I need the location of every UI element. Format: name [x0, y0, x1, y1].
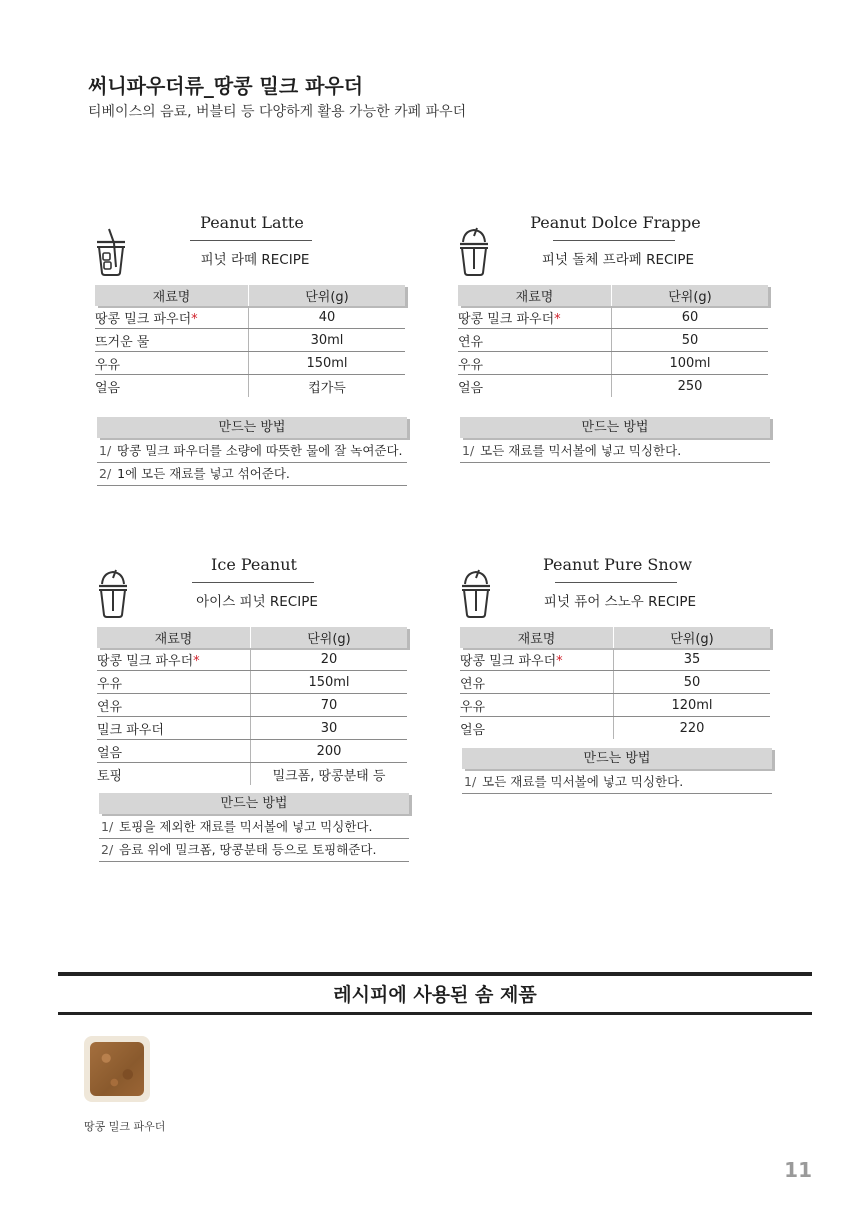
ingredient-amount: 150ml — [251, 671, 408, 694]
table-row — [97, 717, 407, 740]
ingredient-name: 연유 — [458, 329, 612, 352]
page-title: 써니파우더류_땅콩 밀크 파우더 — [88, 74, 364, 98]
table-row — [458, 352, 768, 375]
method-step: 2/ 1에 모든 재료를 넣고 섞어준다. — [97, 463, 407, 486]
ingredient-amount: 220 — [614, 717, 771, 740]
method-step: 1/ 모든 재료를 믹서볼에 넣고 믹싱한다. — [460, 440, 770, 463]
ingredient-amount: 35 — [614, 648, 771, 671]
table-row — [458, 306, 768, 329]
table-header-row — [458, 285, 768, 306]
ingredient-name: 뜨거운 물 — [95, 329, 249, 352]
method-step: 1/ 모든 재료를 믹서볼에 넣고 믹싱한다. — [462, 771, 772, 794]
table-row — [95, 306, 405, 329]
ingredient-table — [458, 285, 768, 397]
table-row — [460, 694, 770, 717]
table-row — [97, 671, 407, 694]
table-row — [458, 375, 768, 398]
required-star: * — [191, 311, 198, 327]
column-header-name: 재료명 — [458, 285, 612, 306]
column-header-unit: 단위(g) — [614, 627, 771, 648]
title-divider — [190, 240, 312, 241]
ingredient-name: 토핑 — [97, 768, 123, 784]
table-row — [95, 375, 405, 398]
table-row — [97, 763, 407, 786]
table-header-row — [95, 285, 405, 306]
ingredient-table — [460, 627, 770, 739]
table-row — [460, 717, 770, 740]
column-header-unit: 단위(g) — [251, 627, 408, 648]
table-row — [458, 329, 768, 352]
ingredient-amount: 70 — [251, 694, 408, 717]
ingredient-name: 얼음 — [95, 380, 121, 396]
ingredient-name: 땅콩 밀크 파우더* — [458, 306, 612, 329]
ingredient-name: 우유 — [95, 352, 249, 375]
table-row — [460, 671, 770, 694]
page-subtitle: 티베이스의 음료, 버블티 등 다양하게 활용 가능한 카페 파우더 — [88, 104, 467, 120]
column-header-unit: 단위(g) — [249, 285, 406, 306]
recipe-ko-title: 아이스 피넛 RECIPE — [196, 594, 318, 610]
frappe-cup-icon — [460, 569, 492, 619]
method-section — [99, 793, 409, 862]
ingredient-name: 얼음 — [97, 740, 251, 763]
ingredient-name: 땅콩 밀크 파우더* — [460, 648, 614, 671]
method-header: 만드는 방법 — [460, 417, 770, 438]
page-number: 11 — [784, 1158, 812, 1182]
table-row — [97, 740, 407, 763]
ingredient-amount: 60 — [612, 306, 769, 329]
recipe-ko-title: 피넛 라떼 RECIPE — [200, 252, 310, 268]
ingredient-name: 우유 — [458, 352, 612, 375]
table-header-row — [460, 627, 770, 648]
frappe-cup-icon — [97, 569, 129, 619]
table-row — [97, 648, 407, 671]
method-section — [97, 417, 407, 486]
used-products-title: 레시피에 사용된 솜 제품 — [333, 984, 537, 1006]
ingredient-name: 우유 — [460, 694, 614, 717]
required-star: * — [556, 653, 563, 669]
recipe-ko-title: 피넛 퓨어 스노우 RECIPE — [543, 594, 697, 610]
table-row — [460, 648, 770, 671]
recipe-en-title: Peanut Latte — [200, 213, 304, 232]
section-divider-bottom — [58, 1012, 812, 1015]
title-divider — [553, 240, 675, 241]
recipe-en-title: Peanut Pure Snow — [542, 555, 693, 574]
ingredient-amount: 40 — [249, 306, 406, 329]
ingredient-amount: 밀크폼, 땅콩분태 등 — [251, 763, 408, 786]
method-header: 만드는 방법 — [462, 748, 772, 769]
iced-drink-cup-icon — [95, 227, 127, 277]
frappe-cup-icon — [458, 227, 490, 277]
ingredient-name: 얼음 — [460, 722, 486, 738]
ingredient-table — [95, 285, 405, 397]
ingredient-amount: 100ml — [612, 352, 769, 375]
ingredient-amount: 30 — [251, 717, 408, 740]
ingredient-amount: 250 — [612, 375, 769, 398]
ingredient-table — [97, 627, 407, 785]
ingredient-amount: 150ml — [249, 352, 406, 375]
ingredient-name: 땅콩 밀크 파우더* — [95, 306, 249, 329]
recipe-en-title: Peanut Dolce Frappe — [530, 213, 701, 232]
ingredient-name: 연유 — [460, 671, 614, 694]
table-row — [97, 694, 407, 717]
product-name: 땅콩 밀크 파우더 — [84, 1120, 166, 1133]
ingredient-name: 밀크 파우더 — [97, 717, 251, 740]
required-star: * — [554, 311, 561, 327]
ingredient-name: 얼음 — [458, 380, 484, 396]
column-header-name: 재료명 — [97, 627, 251, 648]
powder-texture — [90, 1042, 144, 1096]
used-products-section — [58, 972, 812, 1015]
required-star: * — [193, 653, 200, 669]
table-row — [95, 329, 405, 352]
ingredient-amount: 50 — [612, 329, 769, 352]
column-header-name: 재료명 — [95, 285, 249, 306]
recipe-en-title: Ice Peanut — [211, 555, 297, 574]
column-header-name: 재료명 — [460, 627, 614, 648]
title-divider — [555, 582, 677, 583]
title-divider — [192, 582, 314, 583]
column-header-unit: 단위(g) — [612, 285, 769, 306]
method-section — [460, 417, 770, 463]
method-step: 1/ 토핑을 제외한 재료를 믹서볼에 넣고 믹싱한다. — [99, 816, 409, 839]
ingredient-amount: 120ml — [614, 694, 771, 717]
ingredient-amount: 50 — [614, 671, 771, 694]
method-step: 2/ 음료 위에 밀크폼, 땅콩분태 등으로 토핑해준다. — [99, 839, 409, 862]
ingredient-amount: 20 — [251, 648, 408, 671]
method-header: 만드는 방법 — [97, 417, 407, 438]
ingredient-name: 연유 — [97, 694, 251, 717]
ingredient-amount: 200 — [251, 740, 408, 763]
table-header-row — [97, 627, 407, 648]
table-row — [95, 352, 405, 375]
ingredient-name: 우유 — [97, 671, 251, 694]
ingredient-amount: 30ml — [249, 329, 406, 352]
recipe-ko-title: 피넛 돌체 프라페 RECIPE — [541, 252, 695, 268]
peanut-powder-photo — [84, 1036, 150, 1102]
method-step: 1/ 땅콩 밀크 파우더를 소량에 따뜻한 물에 잘 녹여준다. — [97, 440, 407, 463]
method-header: 만드는 방법 — [99, 793, 409, 814]
method-section — [462, 748, 772, 794]
ingredient-amount: 컵가득 — [249, 375, 406, 398]
ingredient-name: 땅콩 밀크 파우더* — [97, 648, 251, 671]
